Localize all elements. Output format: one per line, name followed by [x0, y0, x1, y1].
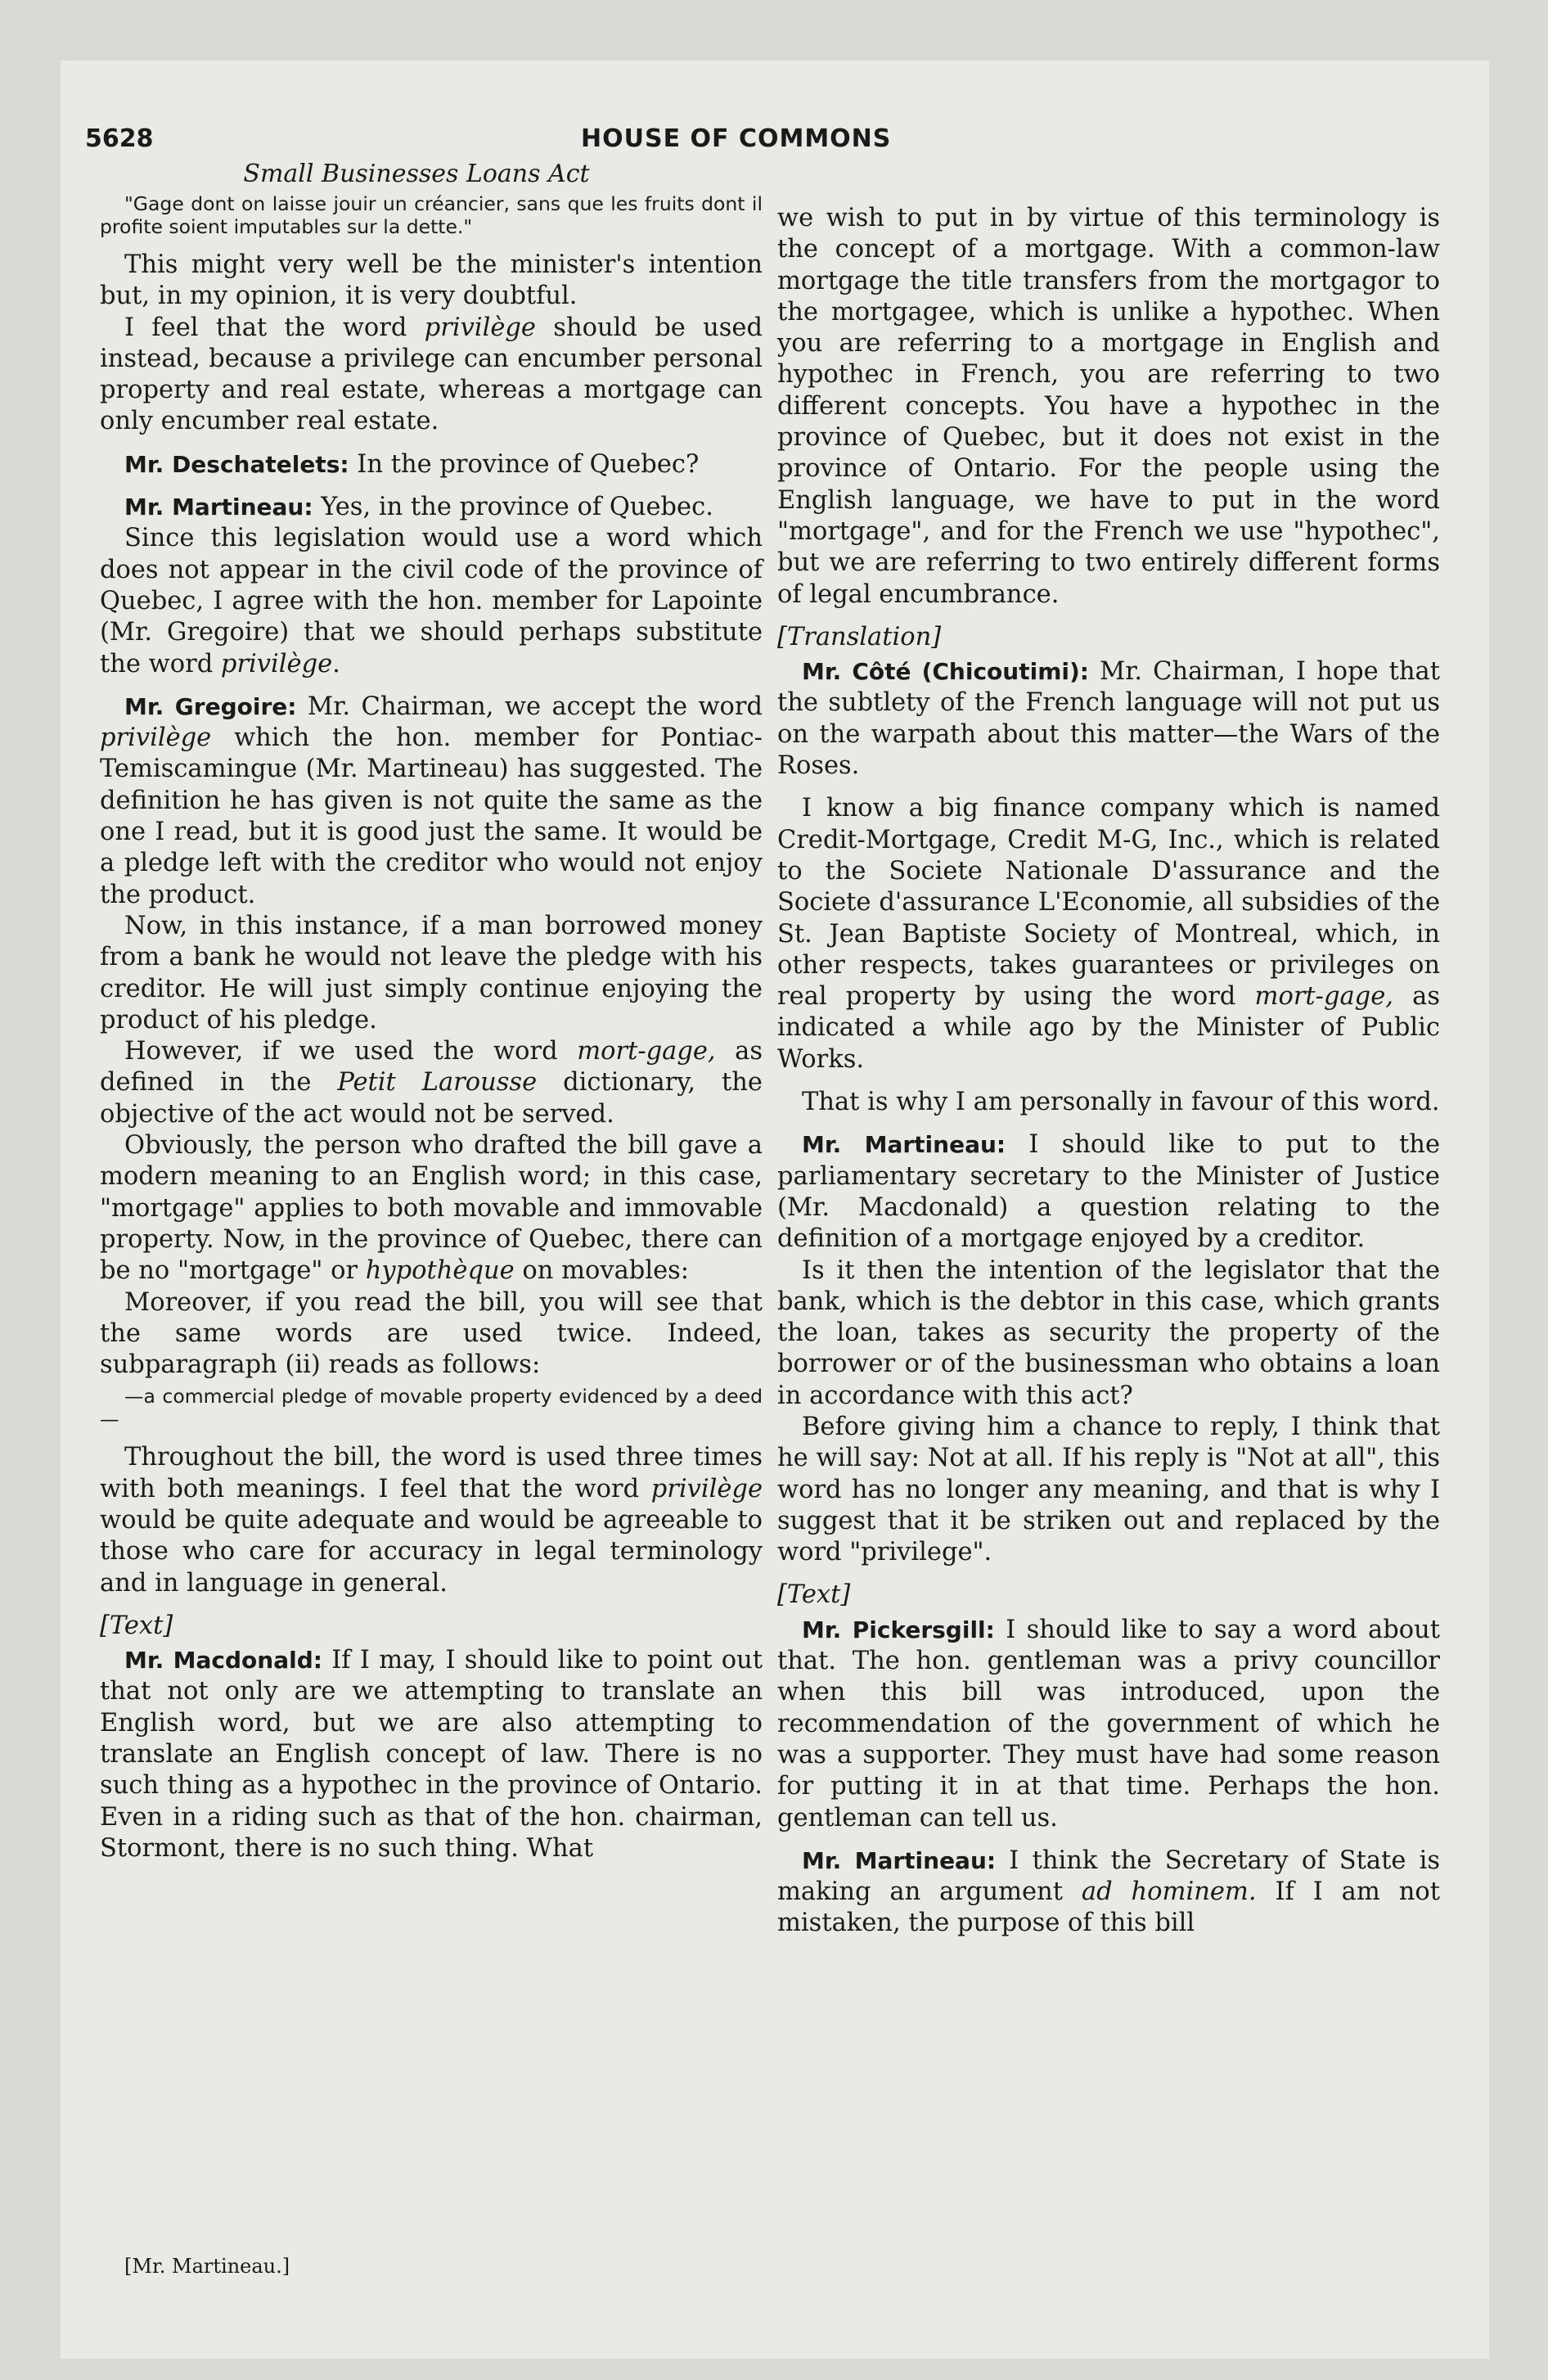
speaker-name: Mr. Macdonald:: [124, 1647, 322, 1675]
page-number: 5628: [85, 124, 154, 153]
page-footer: [Mr. Martineau.]: [124, 2255, 290, 2278]
running-title: HOUSE OF COMMONS: [581, 124, 892, 153]
paragraph: Before giving him a chance to reply, I think that he will say: Not at all. If his reply is "Not at all", this word has no longer any meaning, and that is why I suggest that it be striken out and replaced by the word "privilege".: [777, 1412, 1440, 1567]
bill-quote: —a commercial pledge of movable property evidenced by a deed—: [100, 1385, 763, 1431]
speech: Mr. Pickersgill: I should like to say a word about that. The hon. gentleman was a privy councillor when this bill was introduced, upon the recommendation of the government of which he was a supporter. They must have had some reason for putting it in at that time. Perhaps the hon. gentleman can tell us.: [777, 1615, 1440, 1832]
paragraph: I know a big finance company which is named Credit-Mortgage, Credit M-G, Inc., which is related to the Societe Nationale D'assurance and the Societe d'assurance L'Economie, all subsidies of the St. Jean Baptiste Society of Montreal, which, in other respects, takes guarantees or privileges on real property by using the word mort-gage, as indicated a while ago by the Minister of Public Works.: [777, 794, 1440, 1074]
speech: Mr. Martineau: Yes, in the province of Quebec.: [124, 493, 713, 522]
right-column: [777, 203, 1440, 1940]
speech: Mr. Côté (Chicoutimi): Mr. Chairman, I hope that the subtlety of the French language will not put us on the warpath about this matter—the Wars of the Roses.: [777, 657, 1440, 781]
paragraph: Now, in this instance, if a man borrowed money from a bank he would not leave the pledge with his creditor. He will just simply continue enjoying the product of his pledge.: [100, 911, 763, 1034]
language-marker: [Text]: [777, 1580, 851, 1610]
section-subtitle: Small Businesses Loans Act: [243, 160, 590, 188]
speaker-name: Mr. Deschatelets:: [124, 450, 349, 478]
paragraph: I feel that the word privilège should be used instead, because a privilege can encumber personal property and real estate, whereas a mortgage can only encumber real estate.: [100, 313, 763, 436]
speaker-name: Mr. Côté (Chicoutimi):: [802, 658, 1089, 686]
speech: Mr. Deschatelets: In the province of Quebec?: [124, 449, 700, 479]
speaker-name: Mr. Martineau:: [124, 494, 313, 521]
paragraph: Is it then the intention of the legislator that the bank, which is the debtor in this case, which grants the loan, takes as security the property of the borrower or of the businessman who obtains a loan in accordance with this act?: [777, 1255, 1440, 1410]
paragraph: This might very well be the minister's intention but, in my opinion, it is very doubtful.: [100, 250, 763, 311]
language-marker: [Text]: [100, 1611, 173, 1640]
speech: Mr. Martineau: I think the Secretary of State is making an argument ad hominem. If I am not mistaken, the purpose of this bill: [777, 1846, 1441, 1938]
paragraph: Throughout the bill, the word is used three times with both meanings. I feel that the word privilège would be quite adequate and would be agreeable to those who care for accuracy in legal terminology and in language in general.: [100, 1443, 763, 1598]
speaker-name: Mr. Pickersgill:: [802, 1616, 995, 1643]
language-marker: [Translation]: [777, 622, 942, 651]
speech: Mr. Martineau: I should like to put to the parliamentary secretary to the Minister of Justice (Mr. Macdonald) a question relating to the definition of a mortgage enjoyed by a creditor.: [777, 1130, 1441, 1254]
left-column: [100, 192, 763, 1864]
paragraph: we wish to put in by virtue of this terminology is the concept of a mortgage. With a common-law mortgage the title transfers from the mortgagor to the mortgagee, which is unlike a hypothec. When you are referring to a mortgage in English and hypothec in French, you are referring to two different concepts. You have a hypothec in the province of Quebec, but it does not exist in the province of Ontario. For the people using the English language, we have to put in the word "mortgage", and for the French we use "hypothec", but we are referring to two entirely different forms of legal encumbrance.: [777, 204, 1440, 609]
paragraph: However, if we used the word mort-gage, as defined in the Petit Larousse dictionary, the objective of the act would not be served.: [100, 1037, 763, 1129]
paragraph: Since this legislation would use a word which does not appear in the civil code of the province of Quebec, I agree with the hon. member for Lapointe (Mr. Gregoire) that we should perhaps substitute the word privilège.: [100, 524, 763, 678]
paragraph: Moreover, if you read the bill, you will see that the same words are used twice. Indeed, subparagraph (ii) reads as follows:: [100, 1287, 763, 1380]
speaker-name: Mr. Martineau:: [802, 1846, 997, 1874]
french-quote: "Gage dont on laisse jouir un créancier, sans que les fruits dont il profite soient imputables sur la dette.": [100, 192, 763, 238]
paragraph: That is why I am personally in favour of this word.: [802, 1088, 1440, 1117]
speaker-name: Mr. Gregoire:: [124, 692, 297, 720]
speaker-name: Mr. Martineau:: [802, 1131, 1006, 1159]
speech: Mr. Gregoire: Mr. Chairman, we accept the word privilège which the hon. member for Pontiac-Temiscamingue (Mr. Martineau) has suggested. The definition he has given is not quite the same as the one I read, but it is good just the same. It would be a pledge left with the creditor who would not enjoy the product.: [100, 692, 763, 909]
paragraph: Obviously, the person who drafted the bill gave a modern meaning to an English word; in this case, "mortgage" applies to both movable and immovable property. Now, in the province of Quebec, there can be no "mortgage" or hypothèque on movables:: [100, 1131, 763, 1286]
speech: Mr. Macdonald: If I may, I should like to point out that not only are we attempting to translate an English word, but we are also attempting to translate an English concept of law. There is no such thing as a hypothec in the province of Ontario. Even in a riding such as that of the hon. chairman, Stormont, there is no such thing. What: [100, 1646, 763, 1863]
page-header: [85, 124, 941, 154]
